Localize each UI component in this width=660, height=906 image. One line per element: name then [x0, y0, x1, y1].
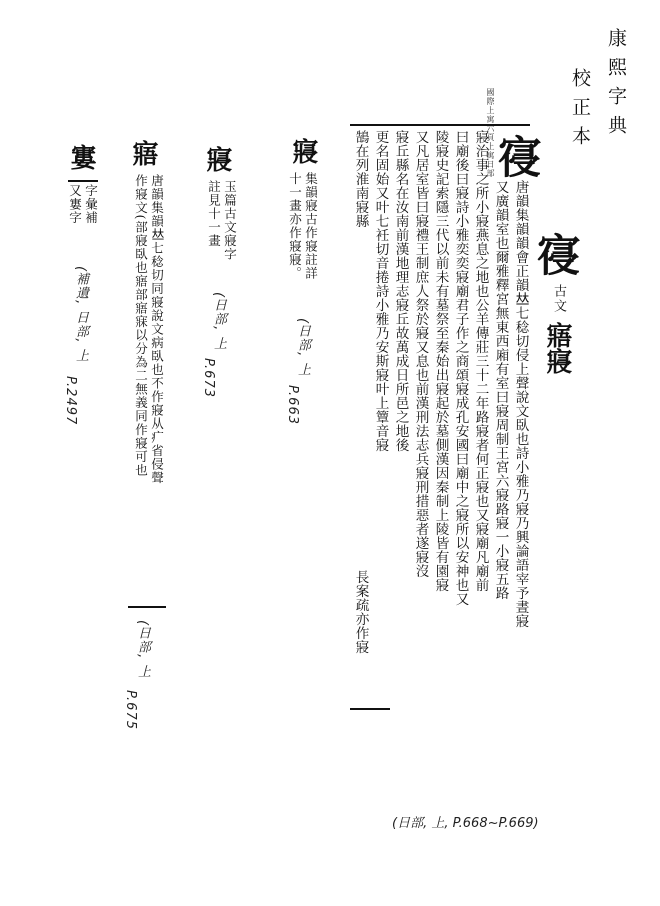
- entry-3-bracket: [128, 606, 166, 608]
- main-col-8: 更名固始又叶七衽切音捲詩小雅乃安斯寢叶上簟音寢: [372, 130, 389, 452]
- entry-4-bracket: [68, 180, 98, 182]
- main-col-left: 鵠在列淮南寢縣: [352, 130, 369, 228]
- entry-2-text: 玉篇古文寢字: [222, 180, 238, 261]
- entry-3-note: (日部, 上: [135, 620, 150, 679]
- entry-4-text2: 又寠字: [67, 184, 83, 225]
- entry-1-text2: 十一畫亦作寢寢。: [287, 172, 303, 280]
- main-col-9: 長案疏亦作寢: [352, 570, 369, 654]
- book-subtitle: 校正本: [569, 68, 591, 155]
- entry-2-text2: 註見十一畫: [206, 180, 222, 248]
- entry-3-head: 寤: [128, 140, 158, 166]
- entry-2-page: P.673: [201, 358, 216, 398]
- variant-label: 古文: [551, 284, 566, 314]
- entry-2-note: (日部, 上: [211, 292, 226, 351]
- variant-chars: 寤寢: [542, 322, 572, 374]
- entry-4-note: (補遺, 日部, 上: [73, 266, 88, 363]
- entry-4-head: 寠: [66, 144, 96, 170]
- entry-1-page: P.663: [285, 385, 300, 425]
- main-col-2: 又廣韻室也爾雅釋宮無東西廂有室曰寢周制王宮六寢路寢一小寢五路: [492, 180, 509, 600]
- main-head-char: 寑: [490, 134, 541, 178]
- main-entry-annotation: (日部, 上, P.668~P.669): [392, 816, 539, 831]
- main-col-5: 陵寢史記索隱三代以前未有墓祭至秦始出寢起於墓側漢因秦制上陵皆有園寢: [432, 130, 449, 592]
- main-entry-bracket-bottom: [350, 708, 390, 710]
- entry-2-head: 寢: [202, 146, 232, 172]
- entry-1-head: 寢: [288, 138, 318, 164]
- main-col-4: 曰廟後曰寢詩小雅奕奕寢廟君子作之商頌寢成孔安國曰廟中之寢所以安神也又: [452, 130, 469, 606]
- main-col-6: 又凡居室皆曰寢禮王制庶人祭於寢又息也前漢刑法志兵寢刑措惡者遂寢沒: [412, 130, 429, 578]
- book-title: 康熙字典: [605, 28, 627, 144]
- entry-1-text: 集韻寢古作寢註詳: [303, 172, 319, 280]
- entry-3-text: 唐韻集韻𠀤七稔切同寢說文病臥也不作寢从疒省侵聲: [149, 174, 165, 485]
- entry-1-note: (日部, 上: [295, 318, 310, 377]
- main-col-3: 寢治事之所小寢燕息之地也公羊傳莊三十二年路寢者何正寢也又寢廟凡廟前: [472, 130, 489, 592]
- main-col-7: 寢丘縣名在汝南前漢地理志寢丘故萬成日所邑之地後: [392, 130, 409, 452]
- main-col-1: 唐韻集韻韻會正韻𠀤七稔切侵上聲說文臥也詩小雅乃寢乃興論語宰予晝寢: [512, 180, 529, 628]
- main-entry-bracket: [350, 124, 530, 126]
- entry-4-page: P.2497: [63, 376, 78, 426]
- entry-3-text2: 作寢文(部寢臥也寤部寤寐以分為二無義同作寢可也: [133, 174, 149, 477]
- variant-head-char: 寑: [529, 232, 580, 276]
- stamp-text: 國際上寓六頁上寓日部: [486, 88, 495, 178]
- entry-4-text: 字彙補: [83, 184, 99, 225]
- entry-3-page: P.675: [123, 690, 138, 730]
